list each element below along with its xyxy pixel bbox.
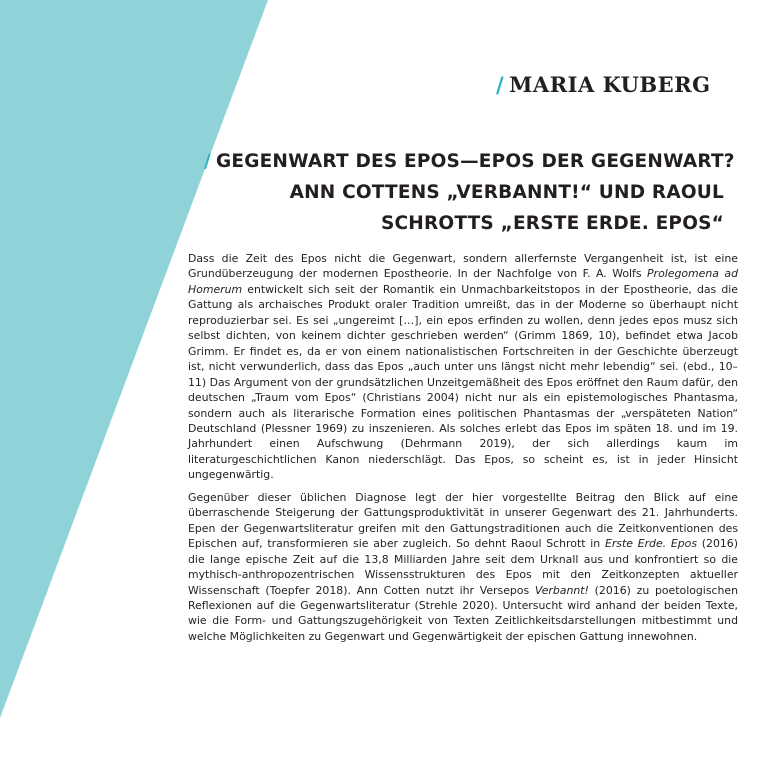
abstract-body (188, 251, 738, 651)
paragraph-2: Gegenüber dieser üblichen Diagnose legt der hier vorgestellte Beitrag den Blick auf eine überraschende Steigerung der Gattungsproduktivität in unserer Gegenwart des 21. Jahrhunderts. Epen der Gegenwartsliteratur greifen mit den Gattungstraditionen auch die Zeitkonventionen des Epischen auf, transformieren sie aber zugleich. So dehnt Raoul Schrott in Erste Erde. Epos (2016) die lange epische Zeit auf die 13,8 Milliarden Jahre seit dem Urknall aus und konfrontiert so die mythisch-anthropozentrischen Wissensstrukturen des Epos mit den Zeitkonzepten aktueller Wissenschaft (Toepfer 2018). Ann Cotten nutzt ihr Versepos Verbannt! (2016) zu poetologischen Reflexionen auf die Gegenwartsliteratur (Strehle 2020). Untersucht wird anhand der beiden Texte, wie die Form- und Gattungszugehörigkeit von Texten Zeitlichkeitsdarstellungen mitbestimmt und welche Möglichkeiten zu Gegenwart und Gegenwärtigkeit der epischen Gattung innewohnen. (188, 490, 738, 643)
italic-title-prolegomena: Prolegomena ad Homerum (188, 267, 738, 296)
title-slash: / (204, 151, 211, 172)
author-name (496, 72, 711, 97)
author-slash: / (496, 72, 505, 97)
title-line-3: SCHROTTS „ERSTE ERDE. EPOS“ (381, 213, 724, 234)
title-line-1: / GEGENWART DES EPOS—EPOS DER GEGENWART? (204, 151, 735, 172)
italic-title-verbannt: Verbannt! (534, 583, 589, 597)
author-label: MARIA KUBERG (509, 72, 711, 97)
title-line-2: ANN COTTENS „VERBANNT!“ UND RAOUL (289, 182, 724, 203)
italic-title-erste-erde: Erste Erde. Epos (604, 537, 698, 551)
paragraph-1: Dass die Zeit des Epos nicht die Gegenwart, sondern allerfernste Vergangenheit ist, ist eine Grundüberzeugung der modernen Epostheorie. In der Nachfolge von F. A. Wolfs Prolegomena ad Homerum entwickelt sich seit der Romantik ein Unmachbarkeitstopos in der Epostheorie, das die Gattung als archaisches Produkt oraler Tradition umreißt, das in der Moderne so überhaupt nicht reproduzierbar sei. Es sei „ungereimt […], ein epos erfinden zu wollen, denn jedes epos musz sich selbst dichten, von keinem dichter geschrieben werden“ (Grimm 1869, 10), befindet etwa Jacob Grimm. Er findet es, da er von einem nationalistischen Fortschreiten in der Geschichte überzeugt ist, nicht verwunderlich, dass das Epos „auch unter uns längst nicht mehr lebendig“ sei. (ebd., 10–11) Das Argument von der grundsätzlichen Unzeitgemäßheit des Epos eröffnet den Raum dafür, den deutschen „Traum vom Epos“ (Christians 2004) nicht nur als ein epistemologisches Phantasma, sondern auch als literarische Formation eines politischen Phantasmas der „verspäteten Nation“ Deutschland (Plessner 1969) zu inszenieren. Als solches erlebt das Epos im späten 18. und im 19. Jahrhundert einen Aufschwung (Dehrmann 2019), der sich allerdings kaum im literaturgeschichtlichen Kanon niederschlägt. Das Epos, so scheint es, ist in jeder Hinsicht ungegenwärtig. (188, 252, 738, 482)
article-title (204, 146, 735, 239)
